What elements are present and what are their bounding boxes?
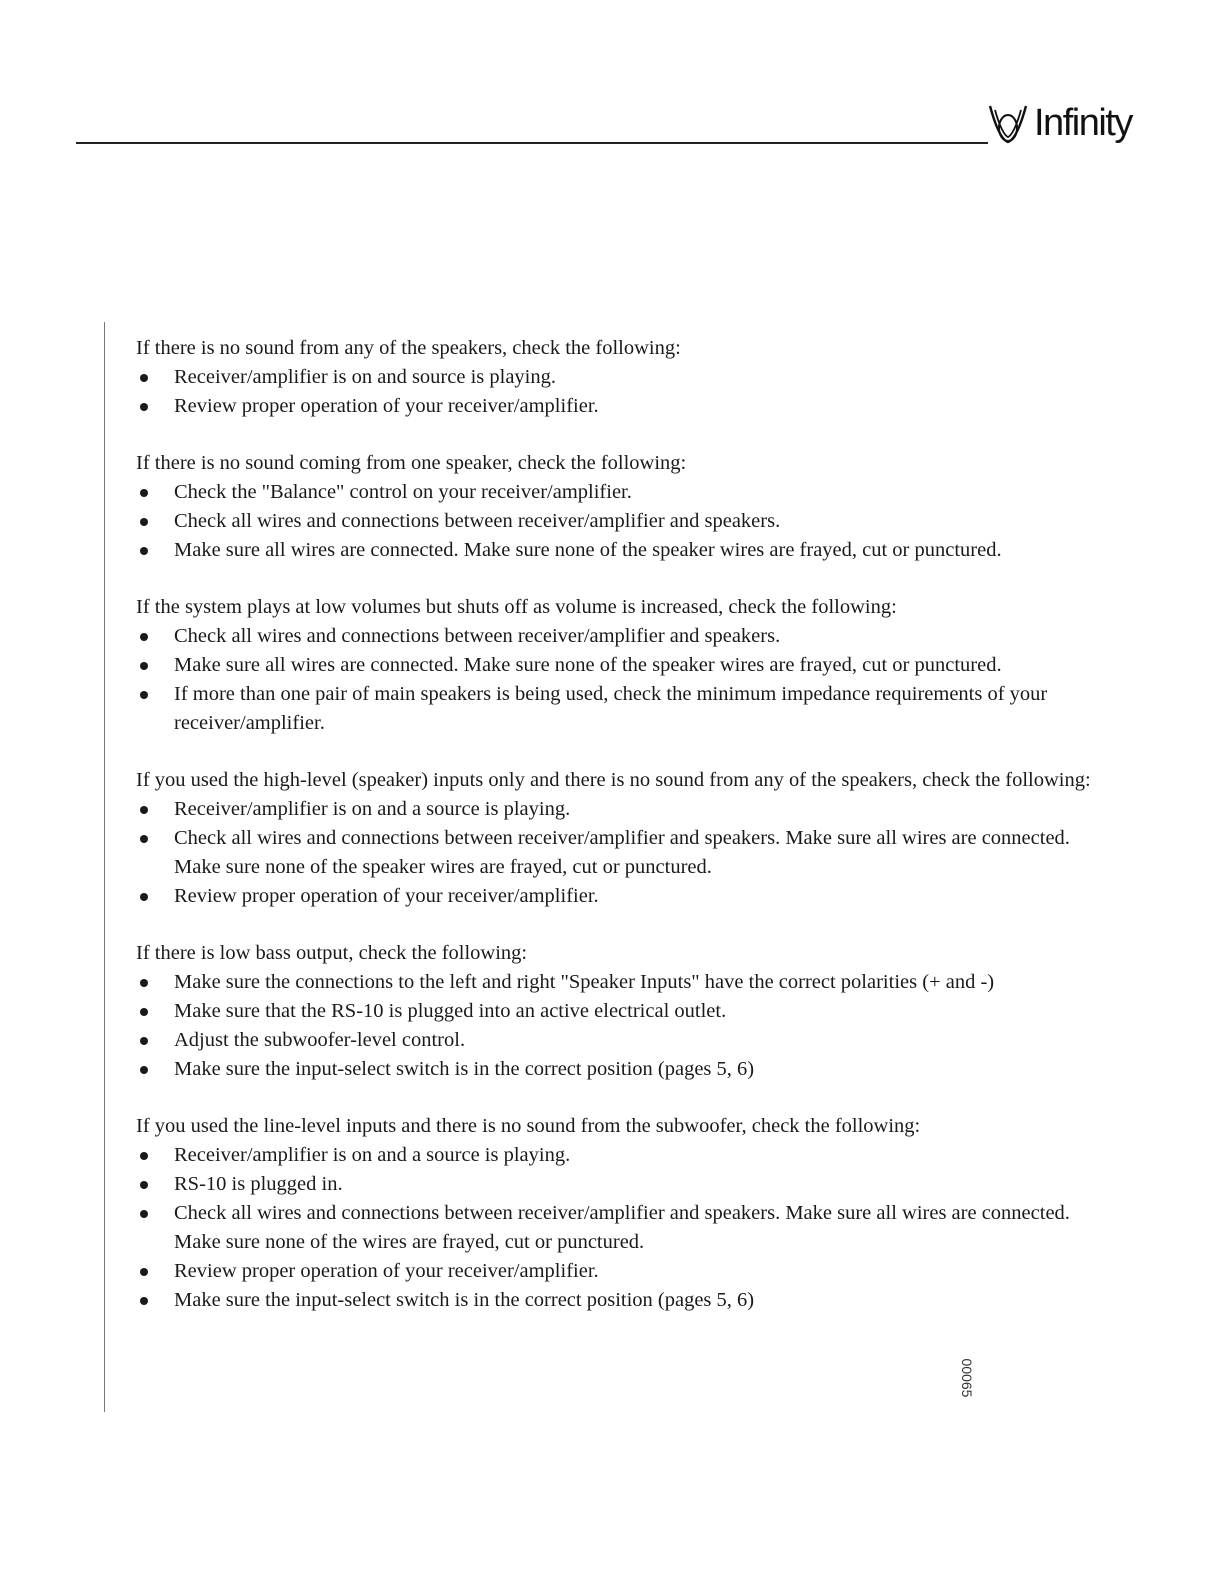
section-intro: If the system plays at low volumes but shuts off as volume is increased, check the following: <box>136 596 897 618</box>
bullet-icon <box>140 1268 148 1276</box>
list-item-text: Receiver/amplifier is on and a source is playing. <box>174 798 571 820</box>
list-item <box>136 1026 1096 1055</box>
list-item-text: Review proper operation of your receiver/amplifier. <box>174 1260 599 1282</box>
section-low-bass <box>136 939 1096 1084</box>
bullet-icon <box>140 1152 148 1160</box>
bullet-icon <box>140 518 148 526</box>
list-item-text: Make sure the connections to the left and right "Speaker Inputs" have the correct polarities (+ and -) <box>174 971 995 993</box>
list-item-text: Make sure the input-select switch is in the correct position (pages 5, 6) <box>174 1289 755 1311</box>
list-item-text: Receiver/amplifier is on and source is playing. <box>174 366 556 388</box>
list-item <box>136 536 1096 565</box>
bullet-icon <box>140 893 148 901</box>
list-item <box>136 1055 1096 1084</box>
list-item-text: Make sure all wires are connected. Make sure none of the speaker wires are frayed, cut or punctured. <box>174 654 1002 676</box>
section-intro: If there is no sound from any of the speakers, check the following: <box>136 337 681 359</box>
bullet-icon <box>140 1008 148 1016</box>
checklist <box>136 478 1096 565</box>
brand-name: Infinity <box>1034 102 1132 144</box>
list-item <box>136 1286 1096 1315</box>
list-item-text: Check the "Balance" control on your receiver/amplifier. <box>174 481 632 503</box>
bullet-icon <box>140 806 148 814</box>
list-item-text: Make sure all wires are connected. Make sure none of the speaker wires are frayed, cut or punctured. <box>174 539 1002 561</box>
list-item <box>136 1170 1096 1199</box>
margin-rule <box>104 322 105 1412</box>
checklist <box>136 363 1096 421</box>
list-item-text: Adjust the subwoofer-level control. <box>174 1029 466 1051</box>
bullet-icon <box>140 1037 148 1045</box>
checklist <box>136 968 1096 1084</box>
section-shuts-off <box>136 593 1096 738</box>
list-item <box>136 622 1096 651</box>
bullet-icon <box>140 1066 148 1074</box>
list-item <box>136 882 1096 911</box>
section-high-level-inputs <box>136 766 1096 911</box>
bullet-icon <box>140 1210 148 1218</box>
bullet-icon <box>140 979 148 987</box>
list-item-text: Check all wires and connections between receiver/amplifier and speakers. Make sure all wires are connected. Make sure none of the speaker wires are frayed, cut or punctured. <box>174 827 1070 878</box>
list-item <box>136 680 1096 738</box>
infinity-logo-mark-icon <box>986 98 1032 150</box>
header-rule <box>76 142 988 144</box>
bullet-icon <box>140 547 148 555</box>
list-item <box>136 1257 1096 1286</box>
bullet-icon <box>140 835 148 843</box>
troubleshooting-content <box>136 334 1096 1343</box>
section-intro: If there is low bass output, check the following: <box>136 942 528 964</box>
bullet-icon <box>140 633 148 641</box>
list-item <box>136 478 1096 507</box>
list-item-text: RS-10 is plugged in. <box>174 1173 343 1195</box>
list-item-text: Check all wires and connections between receiver/amplifier and speakers. Make sure all wires are connected. Make sure none of the wires are frayed, cut or punctured. <box>174 1202 1070 1253</box>
section-line-level-inputs <box>136 1112 1096 1315</box>
document-number-text: 00065 <box>959 1358 975 1398</box>
document-number <box>957 1356 977 1406</box>
bullet-icon <box>140 403 148 411</box>
list-item-text: Review proper operation of your receiver/amplifier. <box>174 395 599 417</box>
list-item <box>136 651 1096 680</box>
checklist <box>136 622 1096 738</box>
list-item <box>136 507 1096 536</box>
list-item <box>136 1141 1096 1170</box>
bullet-icon <box>140 489 148 497</box>
checklist <box>136 795 1096 911</box>
list-item <box>136 968 1096 997</box>
list-item <box>136 824 1096 882</box>
bullet-icon <box>140 1181 148 1189</box>
section-intro: If you used the high-level (speaker) inputs only and there is no sound from any of the speakers, check the following: <box>136 769 1091 791</box>
section-intro: If there is no sound coming from one speaker, check the following: <box>136 452 687 474</box>
bullet-icon <box>140 1297 148 1305</box>
infinity-logo <box>986 98 1156 154</box>
bullet-icon <box>140 662 148 670</box>
list-item <box>136 392 1096 421</box>
bullet-icon <box>140 374 148 382</box>
list-item-text: Make sure that the RS-10 is plugged into an active electrical outlet. <box>174 1000 727 1022</box>
list-item <box>136 363 1096 392</box>
list-item-text: Check all wires and connections between receiver/amplifier and speakers. <box>174 510 781 532</box>
list-item-text: Review proper operation of your receiver/amplifier. <box>174 885 599 907</box>
list-item <box>136 997 1096 1026</box>
section-no-sound-one <box>136 449 1096 565</box>
section-no-sound-any <box>136 334 1096 421</box>
section-intro: If you used the line-level inputs and there is no sound from the subwoofer, check the following: <box>136 1115 921 1137</box>
list-item-text: Receiver/amplifier is on and a source is playing. <box>174 1144 571 1166</box>
bullet-icon <box>140 691 148 699</box>
list-item-text: Make sure the input-select switch is in the correct position (pages 5, 6) <box>174 1058 755 1080</box>
list-item-text: If more than one pair of main speakers is being used, check the minimum impedance requirements of your receiver/amplifier. <box>174 683 1048 734</box>
list-item <box>136 1199 1096 1257</box>
list-item <box>136 795 1096 824</box>
list-item-text: Check all wires and connections between receiver/amplifier and speakers. <box>174 625 781 647</box>
checklist <box>136 1141 1096 1315</box>
